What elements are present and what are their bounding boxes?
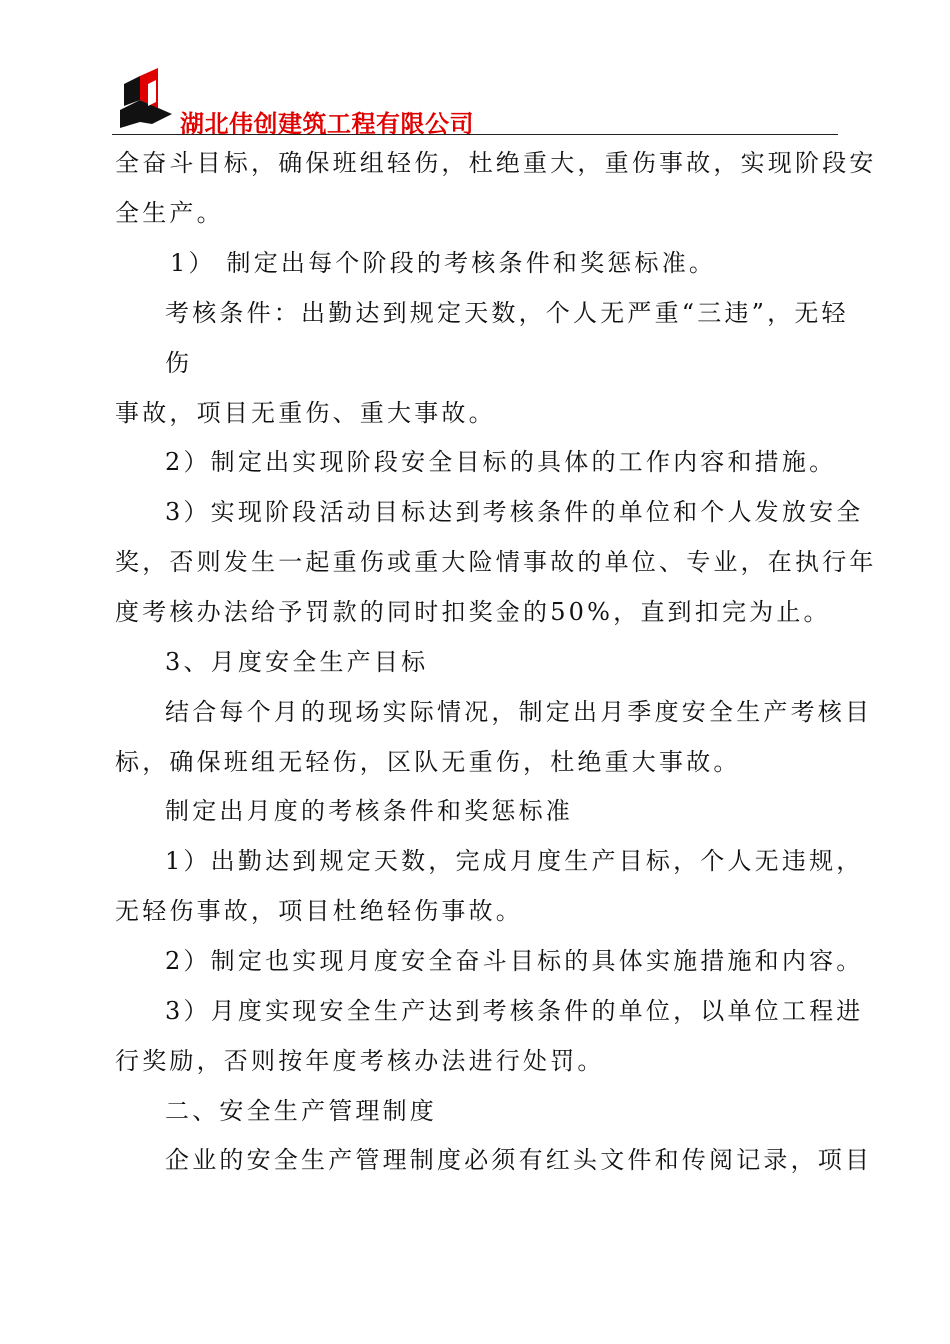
paragraph-line: 度考核办法给予罚款的同时扣奖金的50%，直到扣完为止。 (115, 598, 831, 626)
paragraph-line: 事故，项目无重伤、重大事故。 (115, 399, 496, 427)
paragraph-line: 3）实现阶段活动目标达到考核条件的单位和个人发放安全 (165, 498, 864, 526)
paragraph-line: 1） 制定出每个阶段的考核条件和奖惩标准。 (170, 249, 717, 277)
header-divider (112, 134, 838, 135)
paragraph-line: 伤 (165, 349, 193, 377)
paragraph-line: 无轻伤事故，项目杜绝轻伤事故。 (115, 897, 523, 925)
paragraph-line: 制定出月度的考核条件和奖惩标准 (165, 797, 573, 825)
paragraph-line: 2）制定也实现月度安全奋斗目标的具体实施措施和内容。 (165, 947, 864, 975)
section-heading: 3、月度安全生产目标 (165, 648, 429, 676)
paragraph-line: 奖，否则发生一起重伤或重大险情事故的单位、专业，在执行年 (115, 548, 877, 576)
paragraph-line: 全生产。 (115, 199, 224, 227)
document-header (112, 62, 838, 138)
paragraph-line: 行奖励，否则按年度考核办法进行处罚。 (115, 1047, 605, 1075)
paragraph-line: 结合每个月的现场实际情况，制定出月季度安全生产考核目 (165, 698, 873, 726)
paragraph-line: 3）月度实现安全生产达到考核条件的单位，以单位工程进 (165, 997, 864, 1025)
company-logo (114, 66, 176, 128)
section-heading: 二、安全生产管理制度 (165, 1097, 437, 1125)
paragraph-line: 标，确保班组无轻伤，区队无重伤，杜绝重大事故。 (115, 748, 741, 776)
paragraph-line: 2）制定出实现阶段安全目标的具体的工作内容和措施。 (165, 448, 837, 476)
paragraph-line: 考核条件：出勤达到规定天数，个人无严重“三违”，无轻 (165, 299, 849, 327)
paragraph-line: 企业的安全生产管理制度必须有红头文件和传阅记录，项目 (165, 1146, 873, 1174)
paragraph-line: 1）出勤达到规定天数，完成月度生产目标，个人无违规， (165, 847, 864, 875)
company-name: 湖北伟创建筑工程有限公司 (180, 110, 474, 138)
paragraph-line: 全奋斗目标，确保班组轻伤，杜绝重大，重伤事故，实现阶段安 (115, 149, 877, 177)
